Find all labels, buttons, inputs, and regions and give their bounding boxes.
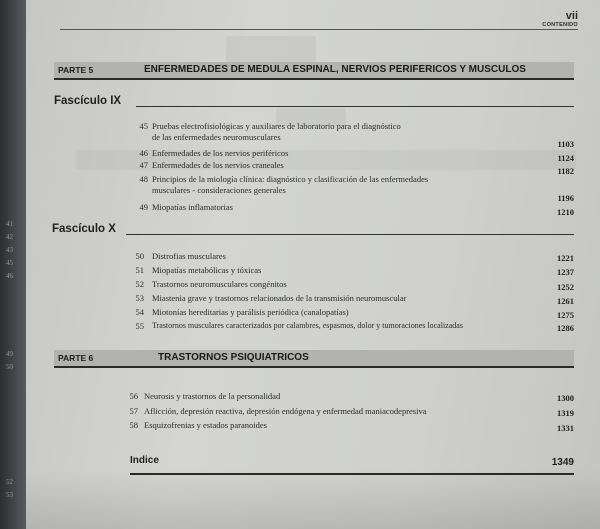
chapter-title: Miopatías inflamatorias	[152, 202, 233, 212]
part-heading-bar	[54, 62, 574, 80]
chapter-number: 46	[139, 148, 148, 158]
show-through-mark	[76, 150, 576, 170]
chapter-title: Miastenia grave y trastornos relacionados de la transmisión neuromuscular	[152, 293, 407, 303]
fasciculo-rule	[136, 106, 574, 107]
left-page-edge	[0, 0, 24, 529]
chapter-number: 53	[135, 293, 144, 303]
chapter-number: 50	[135, 251, 144, 261]
chapter-number: 48	[139, 174, 148, 184]
book-page	[26, 0, 600, 529]
edge-number: 46	[6, 272, 13, 280]
edge-number: 43	[6, 246, 13, 254]
fasciculo-heading: Fascículo X	[52, 223, 116, 235]
chapter-title: Enfermedades de los nervios craneales	[152, 160, 284, 170]
chapter-page: 1196	[557, 193, 574, 203]
chapter-number: 55	[135, 321, 144, 331]
chapter-page: 1331	[557, 423, 574, 433]
chapter-title: Pruebas electrofisiológicas y auxiliares de laboratorio para el diagnóstico	[152, 121, 401, 131]
show-through-mark	[226, 36, 316, 62]
chapter-title: Trastornos musculares caracterizados por calambres, espasmos, dolor y tumoraciones localizadas	[152, 321, 463, 330]
fasciculo-heading: Fascículo IX	[54, 95, 122, 107]
chapter-page: 1275	[557, 310, 574, 320]
chapter-number: 47	[139, 160, 148, 170]
chapter-page: 1237	[557, 267, 574, 277]
edge-number: 42	[6, 233, 13, 241]
chapter-page: 1221	[557, 253, 574, 263]
part-heading-bar	[54, 350, 574, 368]
edge-number: 45	[6, 259, 13, 267]
index-heading: Indice	[130, 455, 159, 466]
part-title: TRASTORNOS PSIQUIATRICOS	[158, 352, 309, 363]
edge-number: 53	[6, 491, 13, 499]
edge-number: 41	[6, 220, 13, 228]
page-shading	[26, 469, 600, 529]
chapter-number: 45	[139, 121, 148, 131]
index-page: 1349	[551, 457, 574, 468]
part-title: ENFERMEDADES DE MEDULA ESPINAL, NERVIOS PERIFERICOS Y MUSCULOS	[144, 64, 526, 75]
chapter-number: 58	[129, 420, 138, 430]
edge-number: 52	[6, 478, 13, 486]
chapter-title: Trastornos neuromusculares congénitos	[152, 279, 287, 289]
chapter-title: Miopatías metabólicas y tóxicas	[152, 265, 262, 275]
edge-number: 49	[6, 350, 13, 358]
chapter-page: 1182	[557, 166, 574, 176]
chapter-number: 49	[139, 202, 148, 212]
part-label: PARTE 6	[58, 353, 94, 363]
chapter-title: Aflicción, depresión reactiva, depresión endógena y enfermedad maniacodepresiva	[144, 406, 427, 416]
chapter-page: 1286	[557, 323, 574, 333]
chapter-number: 52	[135, 279, 144, 289]
chapter-title: Neurosis y trastornos de la personalidad	[144, 391, 281, 401]
chapter-page: 1103	[557, 139, 574, 149]
chapter-number: 54	[135, 307, 144, 317]
chapter-number: 57	[129, 406, 138, 416]
chapter-title-cont: musculares - consideraciones generales	[152, 185, 286, 195]
chapter-page: 1319	[557, 408, 574, 418]
chapter-title: Enfermedades de los nervios periféricos	[152, 148, 289, 158]
chapter-number: 56	[129, 391, 138, 401]
chapter-title: Esquizofrenias y estados paranoides	[144, 420, 267, 430]
chapter-title-cont: de las enfermedades neuromusculares	[152, 132, 281, 142]
chapter-title: Distrofias musculares	[152, 251, 226, 261]
chapter-page: 1300	[557, 393, 574, 403]
edge-number: 50	[6, 363, 13, 371]
chapter-page: 1124	[557, 153, 574, 163]
chapter-page: 1252	[557, 282, 574, 292]
part-label: PARTE 5	[58, 65, 94, 75]
chapter-page: 1210	[557, 207, 574, 217]
chapter-title: Miotonías hereditarias y parálisis periódica (canalopatías)	[152, 307, 349, 317]
running-header: CONTENIDO	[542, 22, 578, 28]
chapter-title: Principios de la miología clínica: diagnóstico y clasificación de las enfermedades	[152, 174, 429, 184]
header-rule	[60, 29, 578, 30]
page-number: vii	[565, 10, 578, 22]
chapter-number: 51	[135, 265, 144, 275]
fasciculo-rule	[126, 234, 574, 235]
chapter-page: 1261	[557, 296, 574, 306]
